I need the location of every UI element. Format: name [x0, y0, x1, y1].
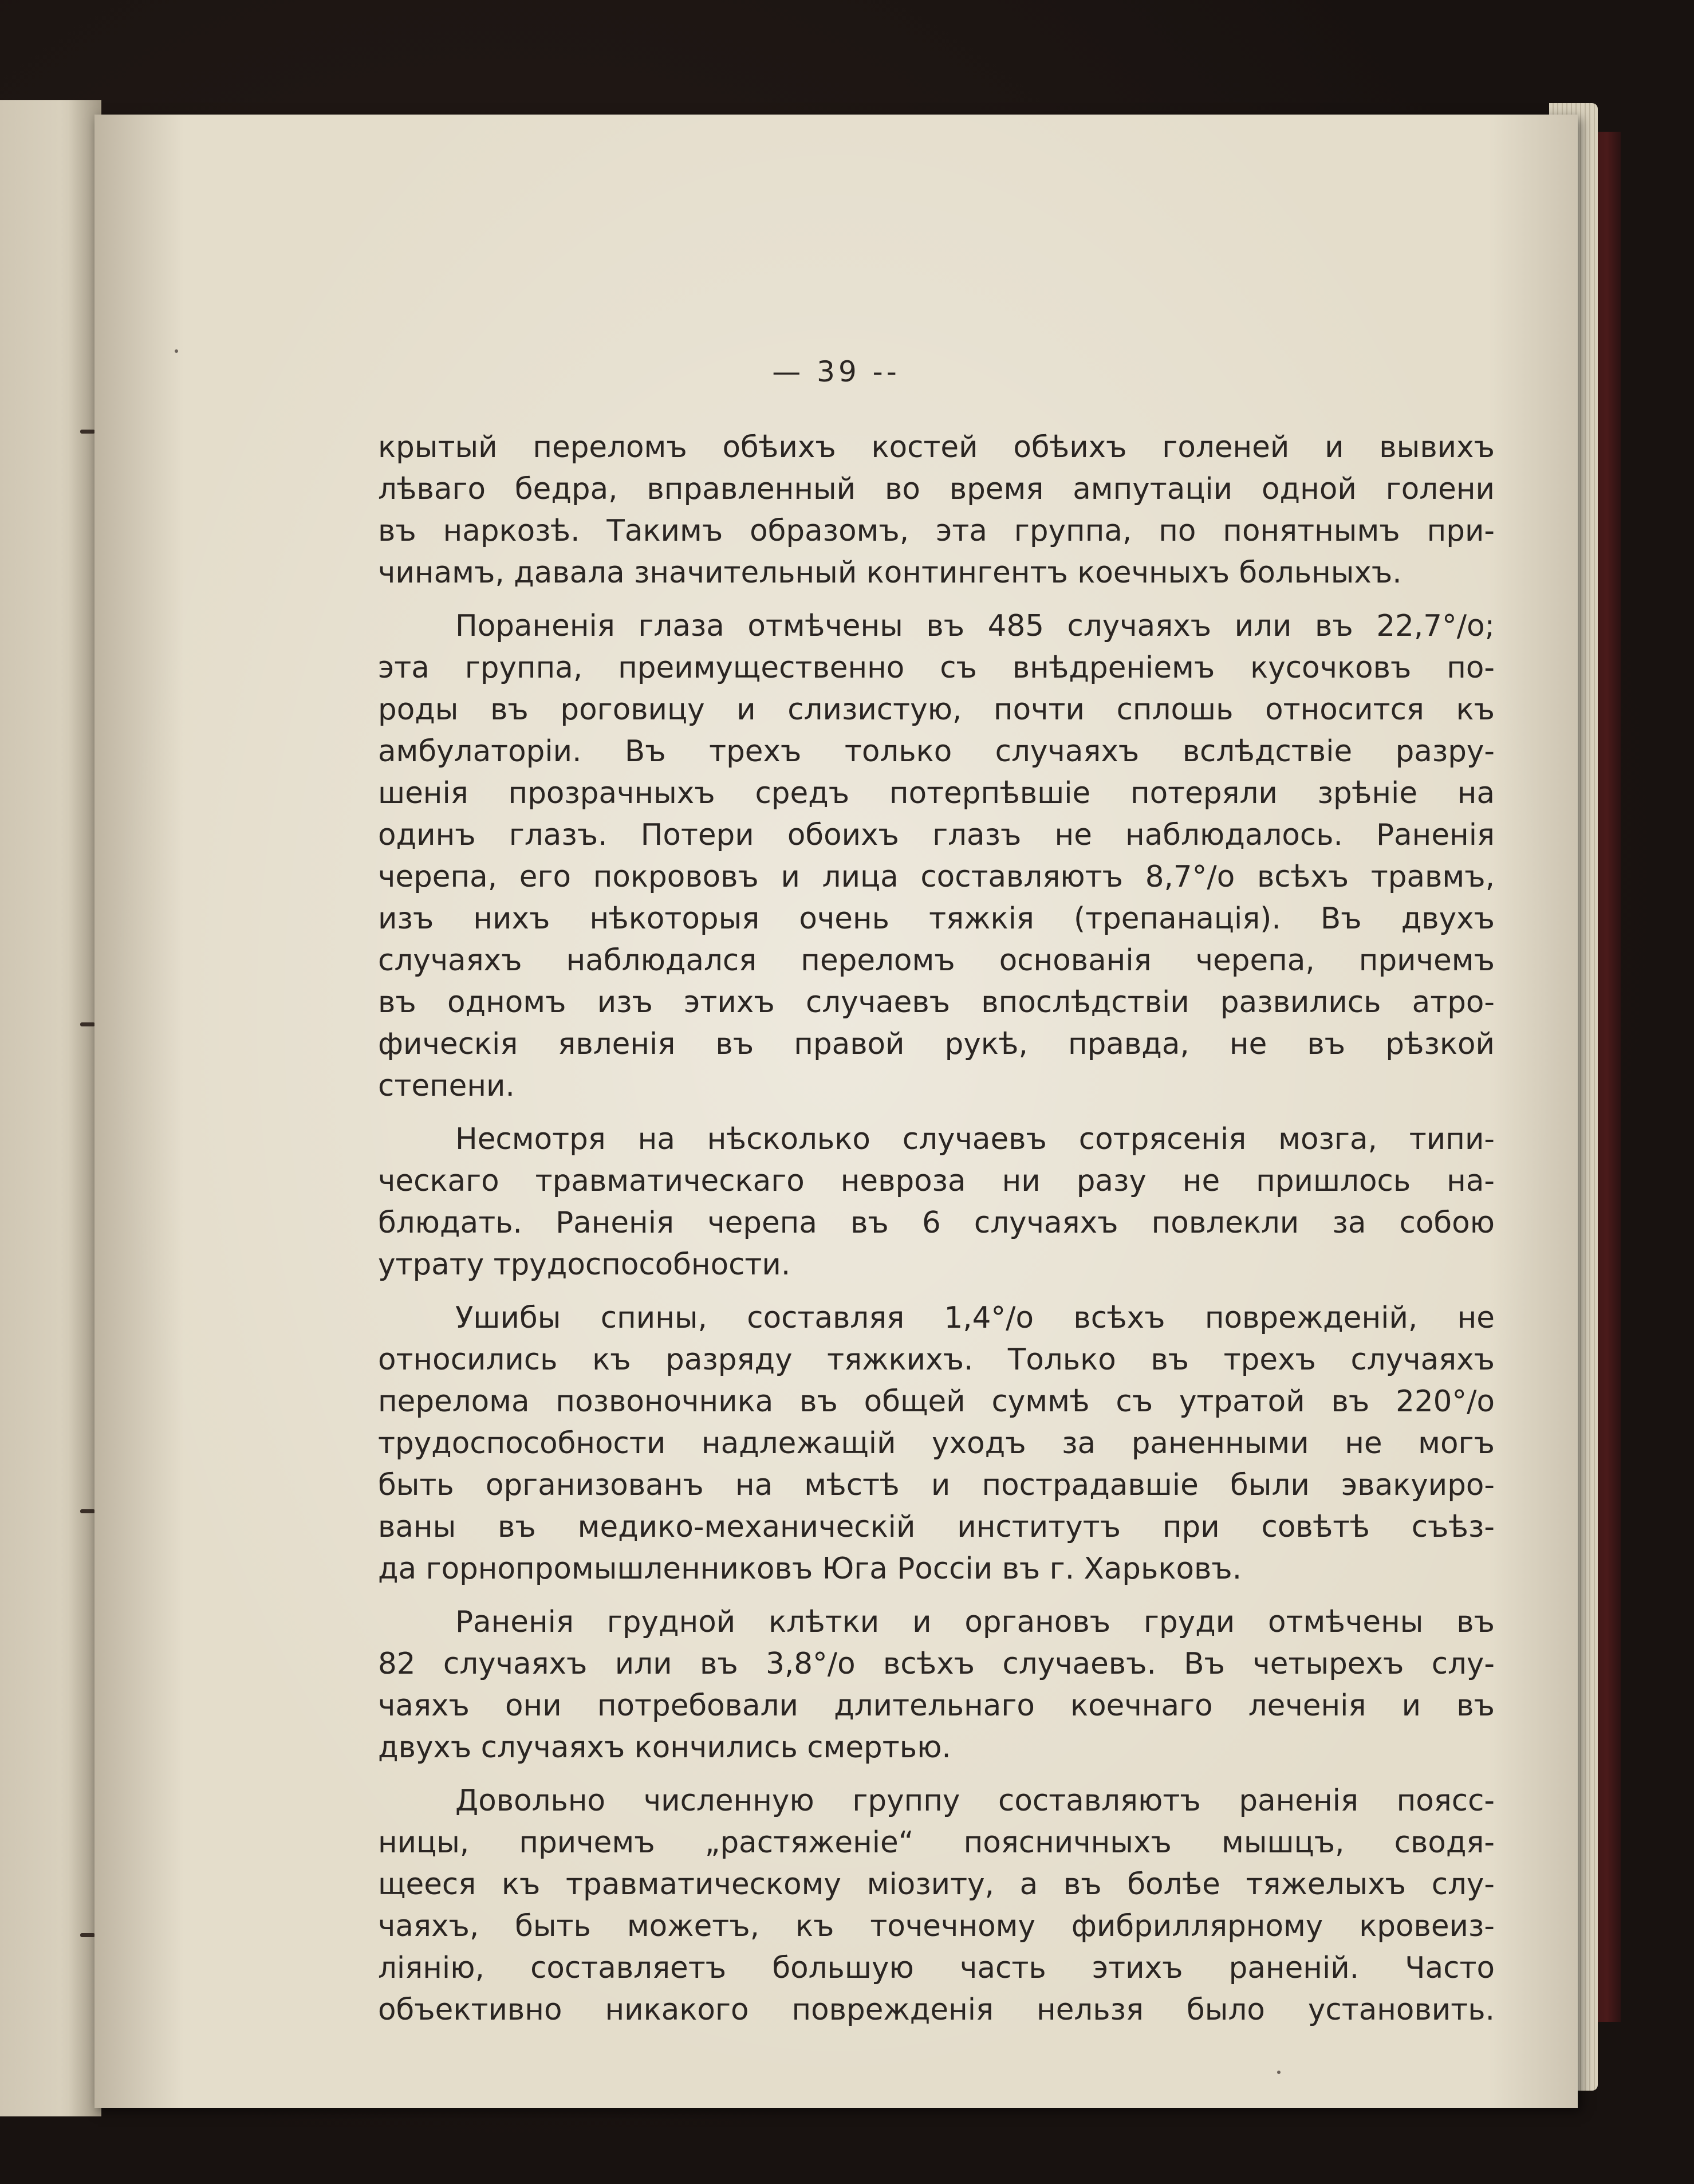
- text-line: ліянію, составляетъ большую часть этихъ раненій. Часто: [378, 1951, 1495, 1985]
- book-page: [94, 115, 1578, 2108]
- text-line: Несмотря на нѣсколько случаевъ сотрясенія мозга, типи-: [455, 1122, 1495, 1156]
- binding-mark: [80, 430, 95, 434]
- ink-speck: [1277, 2071, 1281, 2074]
- text-line: одинъ глазъ. Потери обоихъ глазъ не наблюдалось. Раненія: [378, 818, 1495, 852]
- text-line: фическія явленія въ правой рукѣ, правда, не въ рѣзкой: [378, 1027, 1495, 1061]
- paragraph-gap: [378, 1590, 1495, 1601]
- text-line: Довольно численную группу составляютъ раненія поясс-: [455, 1784, 1495, 1818]
- text-line: быть организованъ на мѣстѣ и пострадавшіе были эвакуиро-: [378, 1468, 1495, 1502]
- paragraph-gap: [378, 1286, 1495, 1297]
- text-line: чаяхъ они потребовали длительнаго коечнаго леченія и въ: [378, 1689, 1495, 1723]
- text-line: ницы, причемъ „растяженіе“ поясничныхъ мышцъ, сводя-: [378, 1825, 1495, 1860]
- text-line: крытый переломъ обѣихъ костей обѣихъ голеней и вывихъ: [378, 430, 1495, 465]
- text-line: амбулаторіи. Въ трехъ только случаяхъ вслѣдствіе разру-: [378, 734, 1495, 769]
- text-line: Раненія грудной клѣтки и органовъ груди отмѣчены въ: [455, 1605, 1495, 1639]
- text-line: ваны въ медико-механическій институтъ при совѣтѣ съѣз-: [378, 1510, 1495, 1544]
- text-line: 82 случаяхъ или въ 3,8°/o всѣхъ случаевъ. Въ четырехъ слу-: [378, 1647, 1495, 1681]
- text-line: щееся къ травматическому міозиту, а въ болѣе тяжелыхъ слу-: [378, 1867, 1495, 1902]
- text-line: роды въ роговицу и слизистую, почти сплошь относится къ: [378, 692, 1495, 727]
- page-number: — 39 --: [772, 355, 900, 388]
- text-line: Ушибы спины, составляя 1,4°/o всѣхъ поврежденій, не: [455, 1301, 1495, 1335]
- text-line: Пораненія глаза отмѣчены въ 485 случаяхъ или въ 22,7°/o;: [455, 609, 1495, 643]
- text-line: въ наркозѣ. Такимъ образомъ, эта группа, по понятнымъ при-: [378, 514, 1495, 548]
- text-line: трудоспособности надлежащій уходъ за раненными не могъ: [378, 1426, 1495, 1461]
- body-text: [378, 427, 1495, 2031]
- text-line: объективно никакого поврежденія нельзя было установить.: [378, 1993, 1495, 2027]
- text-line: степени.: [378, 1069, 515, 1103]
- text-line: черепа, его покрововъ и лица составляютъ 8,7°/o всѣхъ травмъ,: [378, 860, 1495, 894]
- ink-speck: [175, 349, 178, 353]
- text-line: лѣваго бедра, вправленный во время ампутаціи одной голени: [378, 472, 1495, 506]
- binding-mark: [80, 1933, 95, 1937]
- text-line: утрату трудоспособности.: [378, 1248, 791, 1282]
- paragraph-gap: [378, 1769, 1495, 1780]
- binding-mark: [80, 1509, 95, 1513]
- paragraph-gap: [378, 594, 1495, 605]
- text-line: эта группа, преимущественно съ внѣдреніемъ кусочковъ по-: [378, 651, 1495, 685]
- text-line: перелома позвоночника въ общей суммѣ съ утратой въ 220°/o: [378, 1384, 1495, 1419]
- text-line: изъ нихъ нѣкоторыя очень тяжкія (трепанація). Въ двухъ: [378, 902, 1495, 936]
- paragraph-gap: [378, 1107, 1495, 1119]
- text-line: чаяхъ, быть можетъ, къ точечному фибриллярному кровеиз-: [378, 1909, 1495, 1943]
- text-line: да горнопромышленниковъ Юга Россіи въ г. Харьковъ.: [378, 1552, 1242, 1586]
- text-line: ческаго травматическаго невроза ни разу не пришлось на-: [378, 1164, 1495, 1198]
- text-line: случаяхъ наблюдался переломъ основанія черепа, причемъ: [378, 943, 1495, 978]
- text-line: относились къ разряду тяжкихъ. Только въ трехъ случаяхъ: [378, 1343, 1495, 1377]
- binding-mark: [80, 1022, 95, 1026]
- text-line: чинамъ, давала значительный контингентъ коечныхъ больныхъ.: [378, 556, 1402, 590]
- text-line: въ одномъ изъ этихъ случаевъ впослѣдствіи развились атро-: [378, 985, 1495, 1020]
- text-line: двухъ случаяхъ кончились смертью.: [378, 1730, 951, 1765]
- text-line: блюдать. Раненія черепа въ 6 случаяхъ повлекли за собою: [378, 1206, 1495, 1240]
- text-line: шенія прозрачныхъ средъ потерпѣвшіе потеряли зрѣніе на: [378, 776, 1495, 810]
